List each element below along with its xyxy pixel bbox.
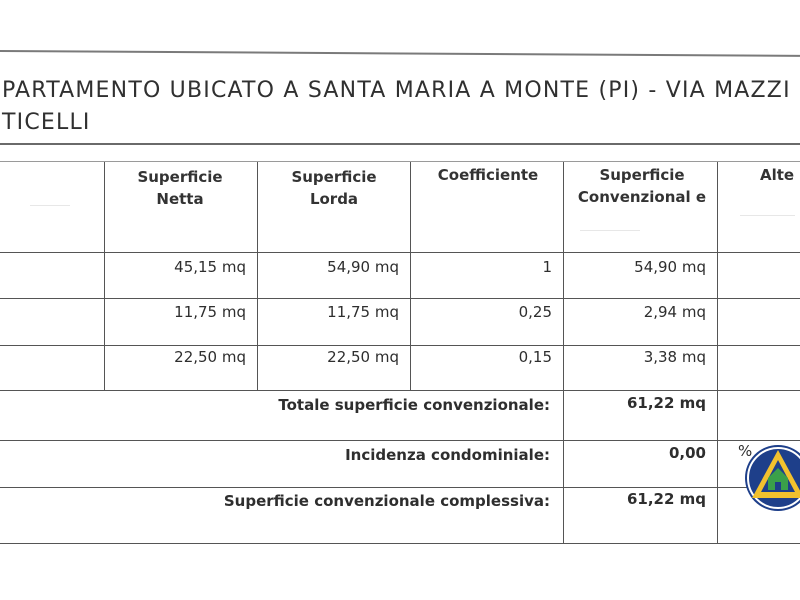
top-rule — [0, 50, 800, 57]
scan-noise — [740, 215, 795, 216]
header-superficie-convenzionale: Superficie Convenzional e — [577, 166, 707, 206]
table-hline — [0, 390, 800, 391]
label-superficie-complessiva: Superficie convenzionale complessiva: — [223, 492, 550, 510]
cell-netta: 11,75 mq — [174, 303, 246, 321]
cell-convenzionale: 3,38 mq — [643, 348, 706, 366]
title-separator-thin — [0, 161, 800, 162]
table-hline — [0, 252, 800, 253]
header-altezza: Alte — [760, 166, 795, 184]
table-hline — [0, 298, 800, 299]
label-totale-superficie: Totale superficie convenzionale: — [278, 396, 550, 414]
cell-lorda: 54,90 mq — [327, 258, 399, 276]
title-separator — [0, 143, 800, 145]
value-incidenza-condominiale: 0,00 — [668, 444, 706, 462]
house-triangle-logo-icon — [740, 438, 800, 518]
header-superficie-netta: Superficie Netta — [137, 168, 223, 208]
table-vline — [104, 162, 105, 390]
cell-coefficiente: 0,15 — [518, 348, 552, 366]
table-hline — [0, 487, 800, 488]
document-title-line-2: TICELLI — [2, 110, 91, 135]
percent-unit: % — [738, 442, 753, 460]
cell-coefficiente: 0,25 — [518, 303, 552, 321]
table-hline — [0, 345, 800, 346]
value-superficie-complessiva: 61,22 mq — [626, 490, 706, 508]
header-superficie-lorda: Superficie Lorda — [291, 168, 377, 208]
value-totale-superficie: 61,22 mq — [626, 394, 706, 412]
table-vline — [257, 162, 258, 390]
cell-netta: 22,50 mq — [174, 348, 246, 366]
cell-convenzionale: 2,94 mq — [643, 303, 706, 321]
header-coefficiente: Coefficiente — [437, 166, 539, 184]
table-vline — [410, 162, 411, 390]
label-incidenza-condominiale: Incidenza condominiale: — [345, 446, 550, 464]
table-hline — [0, 440, 800, 441]
scan-noise — [580, 230, 640, 231]
cell-convenzionale: 54,90 mq — [634, 258, 706, 276]
cell-lorda: 22,50 mq — [327, 348, 399, 366]
cell-lorda: 11,75 mq — [327, 303, 399, 321]
scan-noise — [30, 205, 70, 206]
document-title-line-1: PARTAMENTO UBICATO A SANTA MARIA A MONTE (PI) - VIA MAZZI — [2, 78, 791, 103]
table-hline — [0, 543, 800, 544]
cell-coefficiente: 1 — [542, 258, 552, 276]
cell-netta: 45,15 mq — [174, 258, 246, 276]
